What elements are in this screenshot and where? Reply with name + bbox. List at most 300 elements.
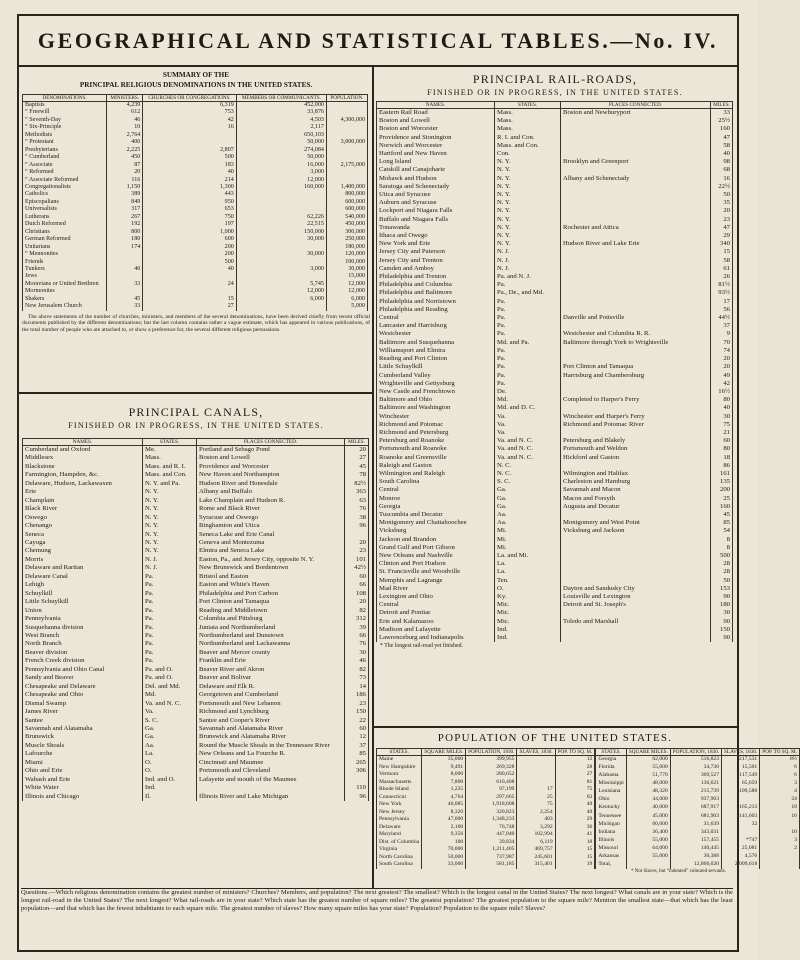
railroads-row (377, 396, 733, 404)
railroads-row (377, 626, 733, 634)
railroads-cell: Long Island (377, 158, 495, 166)
railroads-cell: Ga. (495, 486, 561, 494)
canals-cell: 186 (345, 691, 369, 699)
canals-row (23, 725, 369, 733)
canals-cell: Pennsylvania (23, 615, 143, 623)
railroads-cell: 25 (711, 495, 733, 503)
population-left-cell: 469,757 (517, 846, 555, 854)
population-left-cell: 581,185 (466, 861, 517, 869)
canals-cell: Blackstone (23, 463, 143, 471)
canals-cell: Pa. (143, 624, 197, 632)
religious-cell: Episcopalians (23, 199, 107, 206)
population-right-cell: 3 (760, 836, 800, 844)
religious-cell: 2,117 (236, 124, 326, 131)
railroads-cell: Providence and Stonington (377, 134, 495, 142)
railroads-row (377, 158, 733, 166)
population-right-cell: Illinois (596, 836, 627, 844)
population-right-cell: Florida (596, 764, 627, 772)
population-left-cell: 8,320 (422, 809, 466, 817)
railroads-cell: N. Y. (495, 158, 561, 166)
railroads-cell: Clinton and Port Hudson (377, 560, 495, 568)
religious-cell: 500 (143, 259, 237, 266)
religious-cell: 1,300 (143, 184, 237, 191)
railroads-cell: Con. (495, 150, 561, 158)
canals-cell: 30 (345, 649, 369, 657)
railroads-row (377, 609, 733, 617)
railroads-cell: N. Y. (495, 207, 561, 215)
railroads-cell (561, 183, 711, 191)
railroads-cell: Boston and Lowell (377, 117, 495, 125)
population-right-cell: 8½ (760, 756, 800, 765)
canals-row (23, 624, 369, 632)
railroads-cell: Ten. (495, 577, 561, 585)
railroads-row (377, 404, 733, 412)
population-left-cell: 6,119 (517, 839, 555, 847)
population-right-cell: 937,903 (670, 796, 721, 804)
railroads-cell: Mass. (495, 117, 561, 125)
canals-row (23, 581, 369, 589)
railroads-cell: Boston and Newburyport (561, 109, 711, 118)
population-left-row (377, 846, 595, 854)
religious-cell: Universalists (23, 206, 107, 213)
canals-cell: Seneca Lake and Erie Canal (197, 531, 345, 539)
population-left-cell: 2,100 (422, 824, 466, 832)
population-left-cell: 8,000 (422, 771, 466, 779)
railroads-cell (561, 429, 711, 437)
canals-cell: Savannah and Alatamaha (23, 725, 143, 733)
population-left-cell: Virginia (377, 846, 422, 854)
canals-cell: 20 (345, 446, 369, 455)
railroads-cell: 58 (711, 257, 733, 265)
canals-cell: S. C. (143, 717, 197, 725)
canals-cell: N. Y. (143, 547, 197, 555)
religious-cell: 16 (143, 124, 237, 131)
railroads-cell (561, 560, 711, 568)
railroads-cell: N. J. (495, 257, 561, 265)
railroads-row (377, 175, 733, 183)
religious-row (23, 177, 368, 184)
population-left-cell: 46,085 (422, 801, 466, 809)
railroads-row (377, 560, 733, 568)
railroads-note: * The longest rail-road yet finished. (380, 643, 463, 650)
railroads-cell: Jackson and Brandon (377, 536, 495, 544)
canals-row (23, 759, 369, 767)
religious-cell: Presbyterians (23, 147, 107, 154)
railroads-cell: Pa. and N. J. (495, 273, 561, 281)
religious-row (23, 273, 368, 280)
religious-cell: 33 (107, 281, 143, 288)
canals-cell: Pa. (143, 590, 197, 598)
canals-row (23, 657, 369, 665)
religious-cell: 40 (143, 266, 237, 273)
railroads-row (377, 577, 733, 585)
canals-cell: Pa. (143, 598, 197, 606)
population-right-cell (626, 860, 670, 868)
railroads-cell: Va. (495, 413, 561, 421)
railroads-cell (561, 609, 711, 617)
railroads-cell: Utica and Syracuse (377, 191, 495, 199)
railroads-cell: Philadelphia and Reading (377, 306, 495, 314)
population-right-cell: 140,445 (670, 844, 721, 852)
religious-cell: 389 (107, 191, 143, 198)
population-left-cell: New York (377, 801, 422, 809)
railroads-cell (561, 134, 711, 142)
railroads-cell: 161 (711, 470, 733, 478)
population-left-cell: Pennsylvania (377, 816, 422, 824)
religious-cell: 200 (143, 244, 237, 251)
canals-cell: Franklin and Erie (197, 657, 345, 665)
canals-cell: 108 (345, 590, 369, 598)
population-left-cell: 15 (555, 854, 595, 862)
railroads-cell: 135 (711, 478, 733, 486)
railroads-cell: 47 (711, 134, 733, 142)
railroads-cell (561, 281, 711, 289)
railroads-cell: Pa. (495, 380, 561, 388)
population-right-cell: 62,000 (626, 756, 670, 765)
railroads-cell: Ithaca and Owego (377, 232, 495, 240)
religious-cell: 5,000 (326, 303, 367, 310)
population-left-cell: 41 (555, 831, 595, 839)
railroads-section (376, 68, 734, 723)
railroads-cell: Erie and Kalamazoo (377, 618, 495, 626)
railroads-cell: Savannah and Macon (561, 486, 711, 494)
canals-cell: Farmington, Hampden, &c. (23, 471, 143, 479)
religious-cell: Moravians or United Brethren (23, 281, 107, 288)
railroads-cell: N. Y. (495, 199, 561, 207)
canals-cell: Brunswick (23, 733, 143, 741)
religious-row (23, 229, 368, 236)
canals-cell: 60 (345, 725, 369, 733)
railroads-cell: Ind. (495, 626, 561, 634)
population-right-cell: 44,000 (626, 796, 670, 804)
canals-cell: Beaver River and Akron (197, 666, 345, 674)
population-left-cell: 610,408 (466, 779, 517, 787)
religious-cell: 653 (143, 206, 237, 213)
railroads-row (377, 470, 733, 478)
canals-cell: Ind. and O. (143, 776, 197, 784)
population-rule (373, 726, 738, 728)
canals-row (23, 505, 369, 513)
canals-row (23, 674, 369, 682)
religious-row (23, 191, 368, 198)
railroads-cell: 74 (711, 347, 733, 355)
population-left-cell: Rhode Island (377, 786, 422, 794)
canals-row (23, 463, 369, 471)
population-right-cell: 109,588 (722, 788, 760, 796)
railroads-table (376, 101, 733, 642)
railroads-row (377, 125, 733, 133)
religious-title-1: SUMMARY OF THE (162, 71, 230, 79)
railroads-cell: Pa. (495, 330, 561, 338)
railroads-cell: N. Y. (495, 191, 561, 199)
canals-cell: Pa. and O. (143, 666, 197, 674)
canals-row (23, 573, 369, 581)
railroads-cell (561, 142, 711, 150)
railroads-cell: Charleston and Hamburg (561, 478, 711, 486)
religious-cell: 5,745 (236, 281, 326, 288)
railroads-cell: Grand Gulf and Port Gibson (377, 544, 495, 552)
religious-cell: 6,319 (143, 102, 237, 110)
canals-cell: N. Y. (143, 514, 197, 522)
religious-row (23, 236, 368, 243)
canals-cell: Middlesex (23, 454, 143, 462)
canals-cell: 76 (345, 640, 369, 648)
population-left-cell: 12 (555, 756, 595, 764)
railroads-row (377, 240, 733, 248)
railroads-cell: Central (377, 601, 495, 609)
population-left-cell: 19 (555, 861, 595, 869)
population-right-cell: 4 (760, 788, 800, 796)
canals-cell: Va. (143, 708, 197, 716)
religious-cell: “ Six-Principle (23, 124, 107, 131)
railroads-row (377, 117, 733, 125)
population-right-cell: 681,903 (670, 812, 721, 820)
railroads-row (377, 372, 733, 380)
population-left-cell: Connecticut (377, 794, 422, 802)
religious-cell: New Jerusalem Church (23, 303, 107, 310)
canals-cell (197, 784, 345, 792)
canals-cell: Reading and Middletown (197, 607, 345, 615)
canals-cell: 46 (345, 657, 369, 665)
population-left-cell: Dist. of Columbia (377, 839, 422, 847)
religious-cell: 450,000 (326, 221, 367, 228)
canals-cell: N. Y. (143, 531, 197, 539)
railroads-cell: 21 (711, 429, 733, 437)
population-right-cell: Tennessee (596, 812, 627, 820)
railroads-cell: 500 (711, 552, 733, 560)
religious-cell: 2,225 (107, 147, 143, 154)
railroads-cell: Reading and Port Clinton (377, 355, 495, 363)
population-right-cell: Missouri (596, 844, 627, 852)
railroads-cell: N. J. (495, 248, 561, 256)
population-right-cell: Kentucky (596, 804, 627, 812)
railroads-cell: 70 (711, 339, 733, 347)
population-left-cell: 245,601 (517, 854, 555, 862)
population-left-row (377, 824, 595, 832)
railroads-row (377, 527, 733, 535)
religious-cell: 750 (143, 214, 237, 221)
canals-cell: White Water (23, 784, 143, 792)
railroads-cell: St. Francisville and Woodville (377, 568, 495, 576)
canals-cell: Beaver and Bolivar (197, 674, 345, 682)
religious-cell: Methodists (23, 132, 107, 139)
population-right-cell: 215,739 (670, 788, 721, 796)
railroads-cell (561, 568, 711, 576)
railroads-cell: Lockport and Niagara Falls (377, 207, 495, 215)
railroads-row (377, 511, 733, 519)
canals-cell: Va. and N. C. (143, 700, 197, 708)
railroads-row (377, 298, 733, 306)
railroads-cell: Rochester and Attica (561, 224, 711, 232)
population-left-row (377, 779, 595, 787)
canals-cell: Hudson River and Honesdale (197, 480, 345, 488)
railroads-cell: Md. and D. C. (495, 404, 561, 412)
religious-cell: “ Protestant (23, 139, 107, 146)
railroads-cell: 160 (711, 503, 733, 511)
railroads-cell: Pa. (495, 322, 561, 330)
railroads-cell: 85 (711, 519, 733, 527)
railroads-cell: 75 (711, 421, 733, 429)
religious-cell: 30,000 (326, 266, 367, 273)
railroads-cell: 45 (711, 511, 733, 519)
canals-cell: Pa. (143, 632, 197, 640)
railroads-cell (561, 191, 711, 199)
canals-row (23, 793, 369, 801)
canals-cell: Seneca (23, 531, 143, 539)
canals-row (23, 640, 369, 648)
railroads-cell: Westchester (377, 330, 495, 338)
canals-cell: 82 (345, 607, 369, 615)
religious-cell (236, 191, 326, 198)
railroads-cell: 86 (711, 462, 733, 470)
canals-row (23, 514, 369, 522)
railroads-cell: Portsmouth and Roanoke (377, 445, 495, 453)
railroads-cell (561, 355, 711, 363)
canals-row (23, 767, 369, 775)
religious-cell: 214 (143, 177, 237, 184)
railroads-cell (561, 273, 711, 281)
railroads-cell: Ky. (495, 593, 561, 601)
population-right-cell: 15,501 (722, 764, 760, 772)
railroads-cell: 153 (711, 585, 733, 593)
railroads-cell (561, 511, 711, 519)
population-right-cell: 141,603 (722, 812, 760, 820)
railroads-cell: 150 (711, 626, 733, 634)
canals-cell: Mass. and R. I. (143, 463, 197, 471)
canals-cell: 82 (345, 666, 369, 674)
canals-row (23, 750, 369, 758)
canals-row (23, 683, 369, 691)
population-left-cell: 102,994 (517, 831, 555, 839)
religious-cell: 1,000 (143, 229, 237, 236)
railroads-row (377, 150, 733, 158)
religious-cell: “ Mennonites (23, 251, 107, 258)
canals-cell: 78 (345, 471, 369, 479)
railroads-cell: Georgia (377, 503, 495, 511)
canals-cell: N. J. (143, 556, 197, 564)
canals-cell: Boston and Lowell (197, 454, 345, 462)
canals-cell: Chemung (23, 547, 143, 555)
religious-cell: 10 (107, 124, 143, 131)
population-left-cell: 62 (555, 794, 595, 802)
railroads-cell (561, 216, 711, 224)
population-left-header: POP. TO SQ. M. (555, 749, 595, 756)
railroads-row (377, 232, 733, 240)
canals-row (23, 607, 369, 615)
religious-cell (143, 139, 237, 146)
railroads-cell: Vicksburg and Jackson (561, 527, 711, 535)
railroads-cell (561, 380, 711, 388)
canals-cell: Ga. (143, 733, 197, 741)
canals-cell: Miami (23, 759, 143, 767)
canals-row (23, 733, 369, 741)
railroads-cell (561, 248, 711, 256)
population-left-cell (517, 779, 555, 787)
population-left-row (377, 816, 595, 824)
religious-cell (236, 273, 326, 280)
religious-cell: 20 (107, 169, 143, 176)
population-right-cell: 4,576 (722, 852, 760, 860)
canals-row (23, 564, 369, 572)
religious-cell (236, 206, 326, 213)
railroads-cell (561, 462, 711, 470)
religious-row (23, 154, 368, 161)
population-right-row (596, 756, 800, 765)
population-left-cell: 3,292 (517, 824, 555, 832)
religious-cell (107, 251, 143, 258)
railroads-cell (561, 289, 711, 297)
railroads-cell: Philadelphia and Baltimore (377, 289, 495, 297)
religious-cell (326, 102, 367, 110)
religious-cell: 452,000 (236, 102, 326, 110)
railroads-cell: Petersburg and Blakely (561, 437, 711, 445)
religious-cell: “ Cumberland (23, 154, 107, 161)
canals-cell: Beaver division (23, 649, 143, 657)
population-right-cell (760, 852, 800, 860)
population-right-cell: Ohio (596, 796, 627, 804)
railroads-cell: Aa. (495, 519, 561, 527)
canals-cell: Columbia and Pittsburg (197, 615, 345, 623)
canals-cell: Wabash and Erie (23, 776, 143, 784)
railroads-cell: 30 (711, 609, 733, 617)
railroads-cell: Hartford and New Haven (377, 150, 495, 158)
population-section (376, 729, 797, 887)
railroads-cell: Completed to Harper's Ferry (561, 396, 711, 404)
canals-table (22, 438, 369, 801)
religious-cell: 4,239 (107, 102, 143, 110)
religious-row (23, 147, 368, 154)
population-right-cell: 36,400 (626, 828, 670, 836)
religious-cell: 30,000 (236, 236, 326, 243)
population-left-cell (517, 771, 555, 779)
railroads-cell: Mad River (377, 585, 495, 593)
population-title: POPULATION OF THE UNITED STATES. (437, 732, 673, 744)
railroads-cell: 37 (711, 322, 733, 330)
railroads-cell (561, 404, 711, 412)
religious-cell: Baptists (23, 102, 107, 110)
railroads-cell: Danville and Pottsville (561, 314, 711, 322)
canals-cell: Morris (23, 556, 143, 564)
religious-cell: 62,226 (236, 214, 326, 221)
religious-section (22, 68, 370, 388)
religious-cell: 4,300,000 (326, 117, 367, 124)
canals-cell: 85 (345, 750, 369, 758)
railroads-cell: 22½ (711, 183, 733, 191)
religious-cell: 180,000 (326, 244, 367, 251)
population-left-cell: 315,401 (517, 861, 555, 869)
railroads-cell: 81½ (711, 281, 733, 289)
canals-rule (18, 392, 373, 394)
railroads-cell: 16 (711, 175, 733, 183)
railroads-cell: Pa. (495, 306, 561, 314)
railroads-cell: 35 (711, 199, 733, 207)
canals-cell: 42½ (345, 564, 369, 572)
canals-cell: 150 (345, 708, 369, 716)
railroads-cell: Philadelphia and Trenton (377, 273, 495, 281)
population-right-row (596, 820, 800, 828)
railroads-row (377, 314, 733, 322)
religious-row (23, 266, 368, 273)
railroads-cell: Central (377, 486, 495, 494)
railroads-cell: Portsmouth and Weldon (561, 445, 711, 453)
canals-cell: N. Y. (143, 522, 197, 530)
canals-cell (345, 531, 369, 539)
railroads-cell: O. (495, 585, 561, 593)
railroads-cell: Roanoke and Greensville (377, 454, 495, 462)
population-right-row (596, 836, 800, 844)
canals-cell: Cincinnati and Maumee (197, 759, 345, 767)
religious-cell: 15,000 (326, 273, 367, 280)
